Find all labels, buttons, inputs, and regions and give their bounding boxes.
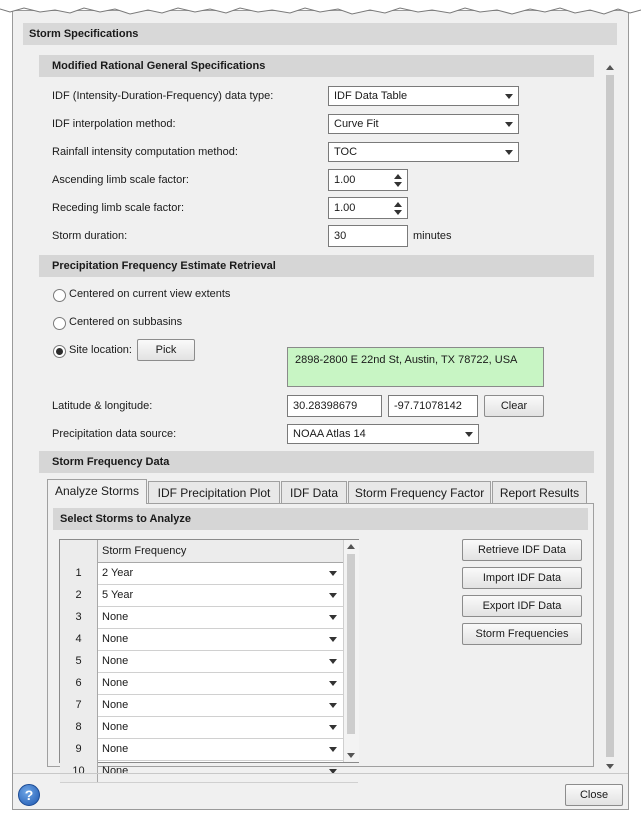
- row-number: 1: [60, 562, 98, 584]
- site-address-box: 2898-2800 E 22nd St, Austin, TX 78722, USA: [287, 347, 544, 387]
- table-row: [60, 738, 358, 761]
- radio-site-location-label: Site location:: [69, 344, 132, 356]
- chevron-down-icon: [329, 637, 337, 642]
- row-number: 8: [60, 716, 98, 738]
- storm-frequency-dropdown[interactable]: [98, 672, 342, 694]
- chevron-down-icon: [329, 681, 337, 686]
- storm-frequency-dropdown[interactable]: [98, 628, 342, 650]
- chevron-down-icon: [329, 615, 337, 620]
- window-title: Storm Specifications: [23, 23, 617, 45]
- chevron-down-icon: [505, 150, 513, 155]
- torn-edge-decoration: [0, 0, 641, 22]
- row-number: 4: [60, 628, 98, 650]
- chevron-down-icon: [329, 747, 337, 752]
- duration-unit: minutes: [413, 230, 452, 242]
- storm-frequency-dropdown[interactable]: [98, 716, 342, 738]
- row-number: 9: [60, 738, 98, 760]
- section-header-storm: Storm Frequency Data: [39, 451, 594, 473]
- duration-input[interactable]: 30: [328, 225, 408, 247]
- scroll-down-icon[interactable]: [606, 764, 614, 769]
- table-row: [60, 672, 358, 695]
- source-label: Precipitation data source:: [52, 428, 177, 440]
- asc-label: Ascending limb scale factor:: [52, 174, 189, 186]
- export-idf-button[interactable]: Export IDF Data: [462, 595, 582, 617]
- grid-corner: [60, 540, 98, 562]
- storm-frequency-grid: [59, 539, 359, 777]
- spin-up-icon[interactable]: [394, 174, 402, 179]
- clear-button[interactable]: Clear: [484, 395, 544, 417]
- rainfall-method-dropdown[interactable]: [328, 142, 519, 162]
- table-row: [60, 562, 358, 585]
- row-number: 5: [60, 650, 98, 672]
- interp-label: IDF interpolation method:: [52, 118, 176, 130]
- storm-frequency-value: 2 Year: [102, 567, 134, 579]
- spin-up-icon[interactable]: [394, 202, 402, 207]
- spin-down-icon[interactable]: [394, 210, 402, 215]
- table-row: [60, 584, 358, 607]
- scroll-down-icon[interactable]: [347, 753, 355, 758]
- pick-button[interactable]: Pick: [137, 339, 195, 361]
- storm-frequency-value: None: [102, 633, 129, 645]
- chevron-down-icon: [329, 593, 337, 598]
- rainfall-value: TOC: [334, 146, 358, 158]
- radio-subbasins[interactable]: [53, 317, 66, 330]
- content-scroll-area: [23, 47, 617, 777]
- grid-header: [60, 540, 358, 563]
- spin-down-icon[interactable]: [394, 182, 402, 187]
- column-header-storm-frequency: Storm Frequency: [102, 545, 187, 557]
- table-row: [60, 650, 358, 673]
- interp-value: Curve Fit: [334, 118, 379, 130]
- latlon-label: Latitude & longitude:: [52, 400, 153, 412]
- storm-frequency-dropdown[interactable]: [98, 650, 342, 672]
- storm-frequency-value: 5 Year: [102, 589, 134, 601]
- close-button[interactable]: Close: [565, 784, 623, 806]
- chevron-down-icon: [329, 725, 337, 730]
- table-row: [60, 716, 358, 739]
- row-number: 3: [60, 606, 98, 628]
- grid-scrollbar[interactable]: [343, 540, 359, 762]
- chevron-down-icon: [465, 432, 473, 437]
- rainfall-label: Rainfall intensity computation method:: [52, 146, 238, 158]
- retrieve-idf-button[interactable]: Retrieve IDF Data: [462, 539, 582, 561]
- interp-method-dropdown[interactable]: [328, 114, 519, 134]
- storm-frequency-dropdown[interactable]: [98, 584, 342, 606]
- rec-scale-spinner[interactable]: [328, 197, 408, 219]
- table-row: [60, 694, 358, 717]
- tab-analyze-storms[interactable]: Analyze Storms: [47, 479, 147, 504]
- row-number: 6: [60, 672, 98, 694]
- storm-frequency-value: None: [102, 721, 129, 733]
- radio-current-view-label: Centered on current view extents: [69, 288, 231, 300]
- import-idf-button[interactable]: Import IDF Data: [462, 567, 582, 589]
- storm-frequency-dropdown[interactable]: [98, 606, 342, 628]
- chevron-down-icon: [329, 703, 337, 708]
- storm-frequency-dropdown[interactable]: [98, 738, 342, 760]
- storm-frequency-dropdown[interactable]: [98, 562, 342, 584]
- table-row: [60, 628, 358, 651]
- storm-frequency-value: None: [102, 699, 129, 711]
- scroll-up-icon[interactable]: [347, 544, 355, 549]
- chevron-down-icon: [329, 659, 337, 664]
- chevron-down-icon: [505, 94, 513, 99]
- latitude-input[interactable]: 30.28398679: [287, 395, 382, 417]
- asc-scale-spinner[interactable]: [328, 169, 408, 191]
- chevron-down-icon: [505, 122, 513, 127]
- rec-label: Receding limb scale factor:: [52, 202, 185, 214]
- storm-frequency-value: None: [102, 611, 129, 623]
- storm-frequency-value: None: [102, 765, 129, 777]
- longitude-input[interactable]: -97.71078142: [388, 395, 478, 417]
- asc-value: 1.00: [334, 174, 356, 186]
- radio-current-view[interactable]: [53, 289, 66, 302]
- row-number: 7: [60, 694, 98, 716]
- rec-value: 1.00: [334, 202, 356, 214]
- radio-subbasins-label: Centered on subbasins: [69, 316, 183, 328]
- storm-frequencies-button[interactable]: Storm Frequencies: [462, 623, 582, 645]
- storm-frequency-value: None: [102, 677, 129, 689]
- precip-source-dropdown[interactable]: [287, 424, 479, 444]
- section-header-precip: Precipitation Frequency Estimate Retrieval: [39, 255, 594, 277]
- idf-type-dropdown[interactable]: [328, 86, 519, 106]
- duration-label: Storm duration:: [52, 230, 128, 242]
- radio-site-location[interactable]: [53, 345, 66, 358]
- row-number: 2: [60, 584, 98, 606]
- scroll-up-icon[interactable]: [606, 65, 614, 70]
- row-number: 10: [60, 760, 98, 782]
- tab-storm-frequency-factor[interactable]: Storm Frequency Factor: [348, 481, 491, 503]
- storm-frequency-value: None: [102, 743, 129, 755]
- source-value: NOAA Atlas 14: [293, 428, 366, 440]
- idf-type-label: IDF (Intensity-Duration-Frequency) data type:: [52, 90, 274, 102]
- storm-frequency-value: None: [102, 655, 129, 667]
- tab-idf-data[interactable]: IDF Data: [281, 481, 347, 503]
- main-scroll-thumb[interactable]: [606, 75, 614, 757]
- section-header-rational: Modified Rational General Specifications: [39, 55, 594, 77]
- tab-idf-precip-plot[interactable]: IDF Precipitation Plot: [148, 481, 280, 503]
- help-icon[interactable]: ?: [18, 784, 40, 806]
- storm-frequency-dropdown[interactable]: [98, 694, 342, 716]
- idf-type-value: IDF Data Table: [334, 90, 408, 102]
- tab-report-results[interactable]: Report Results: [492, 481, 587, 503]
- analyze-storms-panel: [47, 503, 594, 777]
- storm-specifications-window: [12, 10, 629, 810]
- grid-scroll-thumb[interactable]: [347, 554, 355, 734]
- main-scrollbar[interactable]: [603, 61, 617, 773]
- dialog-footer: [13, 773, 628, 810]
- select-storms-header: Select Storms to Analyze: [53, 508, 588, 530]
- table-row: [60, 606, 358, 629]
- chevron-down-icon: [329, 571, 337, 576]
